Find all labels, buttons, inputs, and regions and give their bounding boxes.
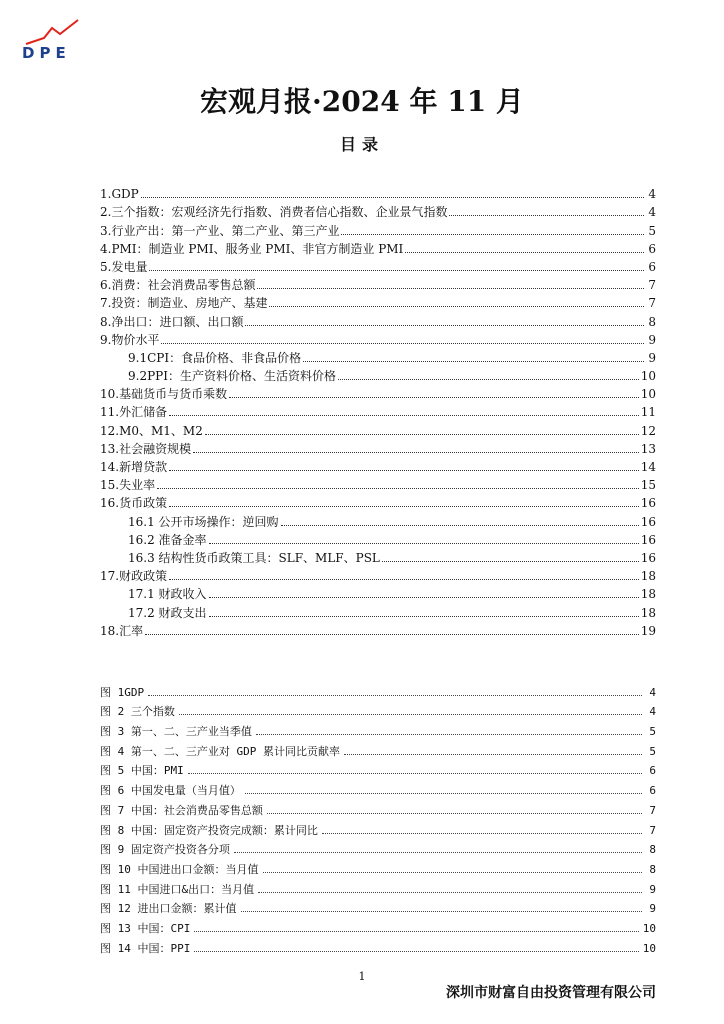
logo-swoosh (26, 20, 78, 44)
figure-entry[interactable] (100, 739, 656, 759)
figure-entry[interactable] (100, 818, 656, 838)
dot-leader (179, 713, 642, 715)
toc-entry-label: 2.三个指数：宏观经济先行指数、消费者信心指数、企业景气指数 (100, 205, 448, 220)
toc-entry-page: 5 (648, 223, 656, 238)
dot-leader (322, 832, 642, 834)
figure-entry-page: 4 (649, 705, 656, 719)
toc-entry[interactable] (100, 202, 656, 220)
toc-entry[interactable] (100, 566, 656, 584)
toc-entry[interactable] (100, 239, 656, 257)
figure-entry-label: 图 11 中国进口&出口：当月值 (100, 882, 255, 896)
toc-entry[interactable] (100, 621, 656, 639)
figure-entry-label: 图 1GDP (100, 685, 145, 699)
toc-entry-page: 4 (648, 187, 656, 202)
dot-leader (169, 578, 639, 580)
table-of-contents (100, 184, 656, 639)
toc-entry-label: 6.消费：社会消费品零售总额 (100, 278, 256, 293)
toc-entry-label: 17.财政政策 (100, 569, 168, 584)
dot-leader (145, 633, 639, 635)
toc-entry[interactable] (100, 384, 656, 402)
toc-entry[interactable] (100, 366, 656, 384)
figure-entry[interactable] (100, 857, 656, 877)
toc-entry[interactable] (100, 530, 656, 548)
logo-text: DPE (22, 44, 71, 62)
figure-entry-label: 图 12 进出口金额：累计值 (100, 902, 237, 916)
toc-entry[interactable] (100, 293, 656, 311)
figure-entry[interactable] (100, 897, 656, 917)
dot-leader (205, 433, 639, 435)
dot-leader (256, 733, 642, 735)
dot-leader (382, 560, 639, 562)
figure-entry-label: 图 14 中国：PPI (100, 941, 191, 955)
dot-leader (338, 378, 639, 380)
toc-entry-page: 6 (648, 259, 656, 274)
figure-entry-page: 8 (649, 862, 656, 876)
figure-entry-page: 7 (649, 803, 656, 817)
dot-leader (263, 871, 643, 873)
toc-entry-page: 10 (640, 369, 656, 384)
toc-entry-page: 14 (640, 460, 656, 474)
toc-entry-page: 16 (640, 532, 656, 547)
dot-leader (267, 812, 642, 814)
toc-entry-label: 11.外汇储备 (100, 405, 168, 420)
figure-entry-label: 图 10 中国进出口金额：当月值 (100, 862, 259, 876)
figure-entry-page: 9 (649, 902, 656, 916)
figure-entry-label: 图 7 中国：社会消费品零售总额 (100, 803, 263, 817)
dot-leader (157, 487, 639, 489)
toc-entry-label: 9.物价水平 (100, 332, 160, 347)
dot-leader (245, 324, 644, 326)
toc-entry-page: 18 (640, 587, 656, 602)
toc-entry-label: 16.2 准备金率 (128, 532, 207, 547)
figure-entry[interactable] (100, 759, 656, 779)
dot-leader (281, 524, 639, 526)
toc-entry[interactable] (100, 439, 656, 457)
figure-entry-page: 6 (649, 764, 656, 778)
figure-entry-label: 图 13 中国：CPI (100, 921, 191, 935)
toc-entry[interactable] (100, 402, 656, 420)
dot-leader (341, 233, 644, 235)
figure-entry-page: 8 (649, 843, 656, 857)
dot-leader (258, 891, 642, 893)
toc-entry-page: 9 (648, 350, 656, 365)
toc-entry-label: 5.发电量 (100, 259, 148, 274)
dot-leader (209, 596, 639, 598)
toc-entry-page: 8 (648, 314, 656, 329)
dot-leader (149, 269, 644, 271)
toc-entry-label: 7.投资：制造业、房地产、基建 (100, 296, 268, 311)
company-name: 深圳市财富自由投资管理有限公司 (446, 985, 656, 1001)
toc-entry-label: 16.3 结构性货币政策工具：SLF、MLF、PSL (128, 550, 380, 565)
page-title: 宏观月报·2024 年 11 月 (200, 85, 524, 118)
toc-entry-label: 15.失业率 (100, 478, 156, 493)
dot-leader (169, 469, 639, 471)
toc-entry-label: 1.GDP (100, 187, 139, 202)
figure-entry-page: 10 (642, 941, 656, 955)
toc-entry[interactable] (100, 511, 656, 529)
figure-entry-page: 9 (649, 882, 656, 896)
toc-entry[interactable] (100, 548, 656, 566)
toc-entry[interactable] (100, 420, 656, 438)
dot-leader (245, 792, 642, 794)
figure-entry-label: 图 5 中国：PMI (100, 764, 184, 778)
dot-leader (303, 360, 644, 362)
figure-entry-page: 6 (649, 784, 656, 798)
toc-entry-label: 18.汇率 (100, 623, 144, 638)
figure-entry[interactable] (100, 680, 656, 700)
dot-leader (194, 930, 638, 932)
figure-entry[interactable] (100, 936, 656, 956)
toc-entry-page: 16 (640, 550, 656, 565)
figure-entry-page: 7 (649, 823, 656, 837)
dot-leader (405, 251, 644, 253)
toc-entry[interactable] (100, 457, 656, 475)
toc-entry-label: 14.新增贷款 (100, 460, 168, 474)
figure-entry-page: 5 (649, 744, 656, 758)
toc-entry[interactable] (100, 257, 656, 275)
figure-entry-label: 图 2 三个指数 (100, 705, 175, 719)
dot-leader (161, 342, 644, 344)
toc-heading: 目录 (339, 135, 384, 154)
figure-entry-label: 图 3 第一、二、三产业当季值 (100, 725, 252, 739)
toc-entry-page: 12 (640, 423, 656, 438)
toc-entry-page: 18 (640, 605, 656, 620)
figure-entry-page: 5 (649, 725, 656, 739)
toc-entry-page: 6 (648, 241, 656, 256)
toc-entry-page: 15 (640, 478, 656, 493)
toc-entry[interactable] (100, 184, 656, 202)
figure-entry[interactable] (100, 838, 656, 858)
toc-entry[interactable] (100, 348, 656, 366)
toc-entry[interactable] (100, 493, 656, 511)
figure-entry[interactable] (100, 916, 656, 936)
toc-entry-label: 17.2 财政支出 (128, 605, 207, 620)
toc-entry-label: 8.净出口：进口额、出口额 (100, 314, 244, 329)
dot-leader (209, 542, 639, 544)
toc-entry[interactable] (100, 275, 656, 293)
toc-entry-page: 7 (648, 296, 656, 311)
toc-entry-label: 3.行业产出：第一产业、第二产业、第三产业 (100, 223, 340, 238)
toc-entry-page: 16 (640, 514, 656, 529)
toc-entry[interactable] (100, 311, 656, 329)
toc-entry-page: 10 (640, 387, 656, 402)
dot-leader (148, 694, 642, 696)
figure-entry[interactable] (100, 778, 656, 798)
dot-leader (194, 950, 638, 952)
figure-entry[interactable] (100, 877, 656, 897)
toc-entry-page: 11 (640, 405, 656, 420)
dot-leader (234, 851, 642, 853)
toc-entry-page: 16 (640, 496, 656, 511)
toc-entry-label: 13.社会融资规模 (100, 441, 192, 456)
figure-entry[interactable] (100, 798, 656, 818)
dot-leader (229, 396, 639, 398)
figure-entry-label: 图 4 第一、二、三产业对 GDP 累计同比贡献率 (100, 744, 340, 758)
toc-entry[interactable] (100, 330, 656, 348)
toc-entry-label: 16.货币政策 (100, 496, 168, 511)
toc-entry-page: 18 (640, 569, 656, 584)
figure-entry-page: 4 (649, 685, 656, 699)
dot-leader (344, 753, 642, 755)
toc-entry-page: 13 (640, 441, 656, 456)
dot-leader (269, 305, 644, 307)
dot-leader (188, 772, 642, 774)
toc-entry[interactable] (100, 220, 656, 238)
figure-entry-label: 图 6 中国发电量（当月值） (100, 784, 241, 798)
dot-leader (209, 615, 639, 617)
toc-entry-page: 4 (648, 205, 656, 220)
dot-leader (169, 505, 639, 507)
figure-entry-page: 10 (642, 921, 656, 935)
dot-leader (449, 214, 644, 216)
figure-entry-label: 图 8 中国：固定资产投资完成额：累计同比 (100, 823, 318, 837)
dot-leader (169, 414, 639, 416)
list-of-figures (100, 680, 656, 956)
dot-leader (257, 287, 644, 289)
toc-entry-label: 16.1 公开市场操作：逆回购 (128, 514, 279, 529)
toc-entry-page: 9 (648, 332, 656, 347)
page-number: 1 (358, 970, 366, 983)
toc-entry-page: 7 (648, 278, 656, 293)
toc-entry-page: 19 (640, 623, 656, 638)
toc-entry-label: 17.1 财政收入 (128, 587, 207, 602)
figure-entry-label: 图 9 固定资产投资各分项 (100, 843, 230, 857)
toc-entry-label: 4.PMI：制造业 PMI、服务业 PMI、非官方制造业 PMI (100, 241, 404, 256)
figure-entry[interactable] (100, 700, 656, 720)
dot-leader (141, 196, 644, 198)
toc-entry-label: 9.2PPI：生产资料价格、生活资料价格 (128, 369, 336, 384)
dot-leader (241, 910, 643, 912)
dot-leader (193, 451, 639, 453)
toc-entry[interactable] (100, 602, 656, 620)
figure-entry[interactable] (100, 719, 656, 739)
toc-entry-label: 10.基础货币与货币乘数 (100, 387, 228, 402)
toc-entry[interactable] (100, 584, 656, 602)
toc-entry-label: 12.M0、M1、M2 (100, 423, 203, 438)
toc-entry[interactable] (100, 475, 656, 493)
toc-entry-label: 9.1CPI：食品价格、非食品价格 (128, 350, 302, 365)
